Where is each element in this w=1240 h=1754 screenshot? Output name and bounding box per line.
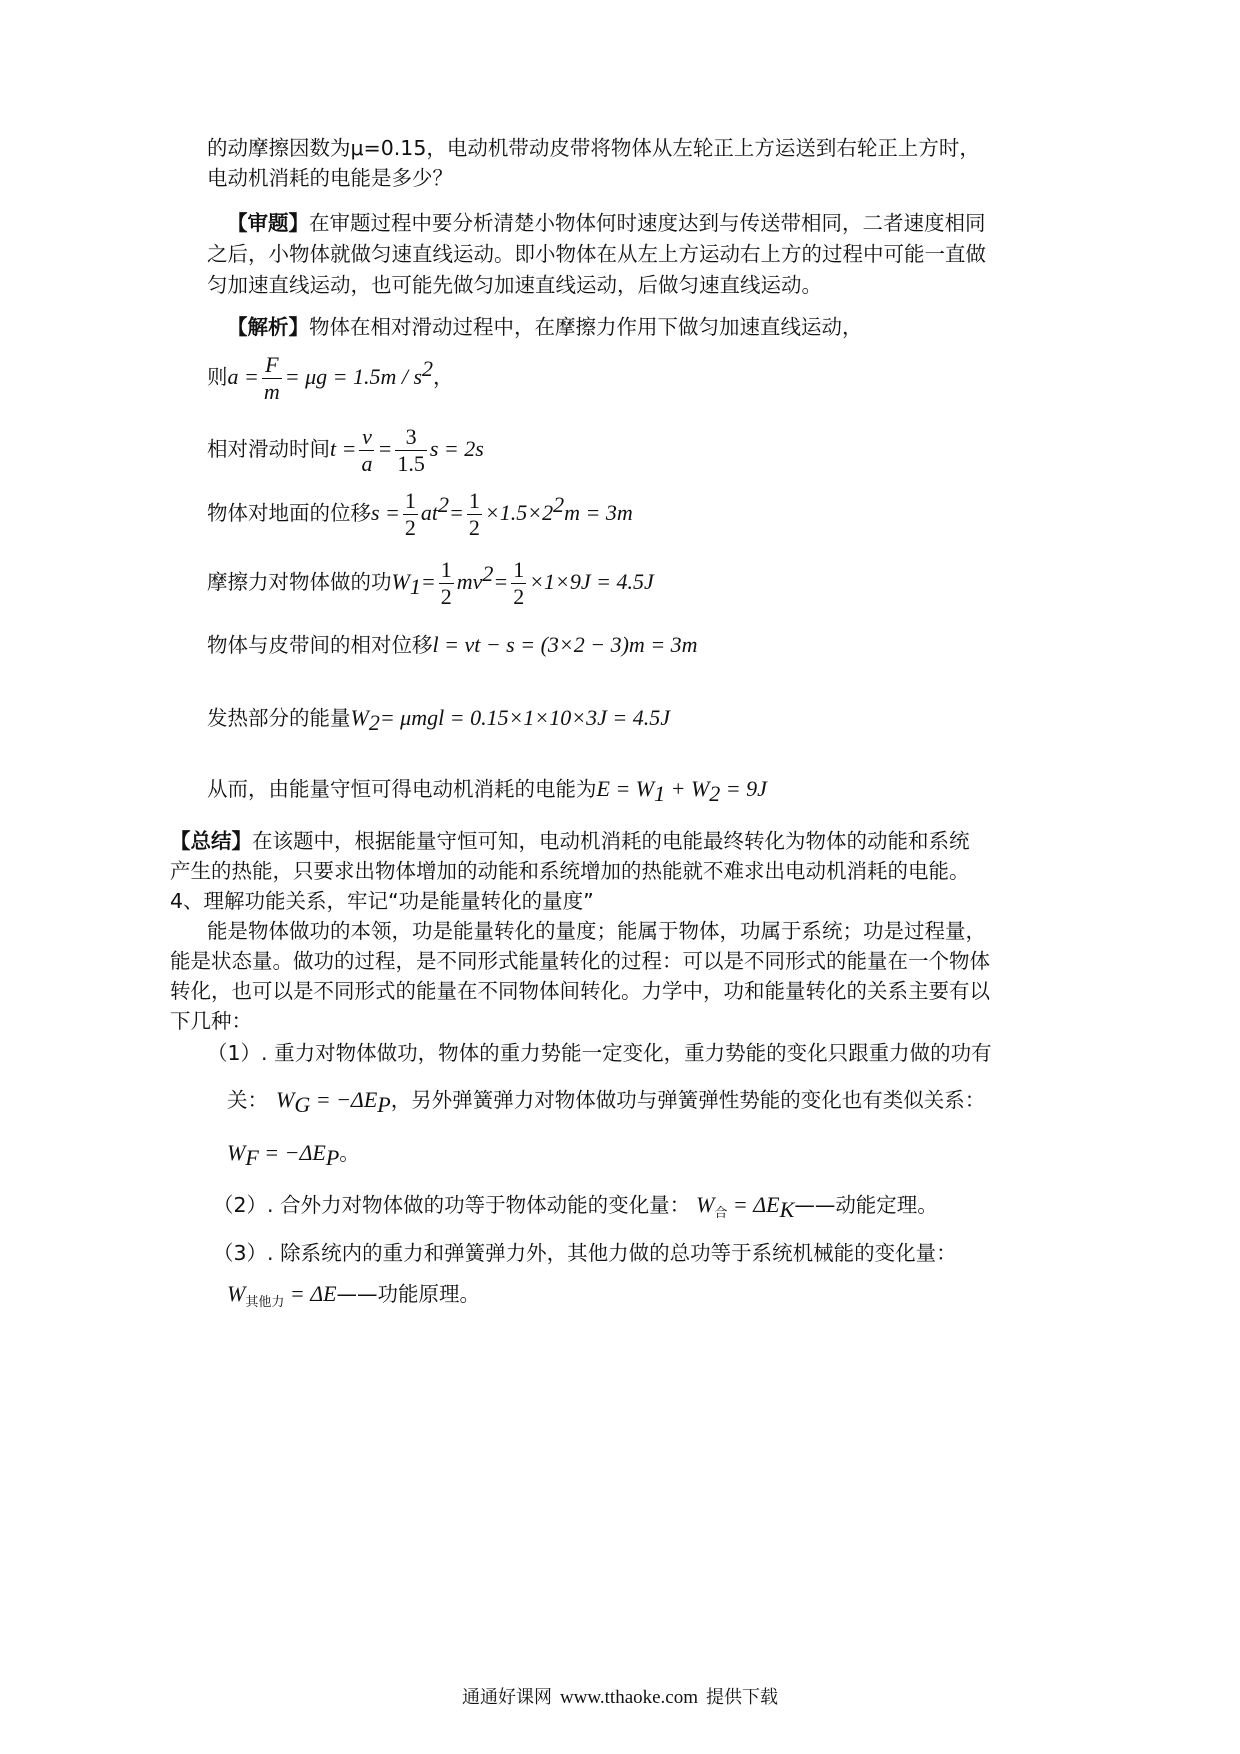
eq-a-fraction — [262, 352, 282, 405]
eq-w2-label: 发热部分的能量 — [207, 706, 351, 730]
item-3-formula-rhs: = ΔE — [284, 1281, 337, 1306]
eq-t-num-2: 3 — [395, 424, 427, 451]
eq-w1-num-1: 1 — [440, 556, 452, 582]
eq-t-num-1: v — [359, 424, 374, 451]
eq-t-rhs: s = 2s — [429, 436, 484, 461]
footer-site-name: 通通好课网 — [461, 1687, 552, 1708]
item-1-formula2-rhs: = −ΔE — [258, 1140, 326, 1165]
eq-s-rhs: m = 3m — [564, 500, 633, 525]
item-2-formula-rhs: = ΔE — [727, 1192, 780, 1217]
section-4-para-line-3: 转化，也可以是不同形式的能量在不同物体间转化。力学中，功和能量转化的关系主要有以 — [170, 979, 990, 1003]
shenti-text-1: 在审题过程中要分析清楚小物体何时速度达到与传送带相同，二者速度相同 — [309, 211, 986, 235]
intro-line-2: 电动机消耗的电能是多少？ — [207, 166, 453, 190]
eq-s-mid-2: ×1.5×2 — [484, 500, 554, 525]
item-1-line-1: （1）. 重力对物体做功，物体的重力势能一定变化，重力势能的变化只跟重力做的功有 — [207, 1041, 992, 1065]
section-4-para-line-4: 下几种： — [170, 1009, 252, 1033]
eq-t-lhs: t = — [330, 436, 357, 461]
eq-w1-fraction-2 — [511, 557, 526, 610]
eq-s-sup-2: 2 — [553, 492, 565, 518]
item-1-formula-rsub: P — [377, 1092, 391, 1118]
eq-s-den-1: 2 — [404, 514, 416, 540]
eq-w1-den-2: 2 — [513, 583, 525, 609]
zongjie-tag: 【总结】 — [170, 829, 252, 853]
eq-t-den-2: 1.5 — [397, 450, 425, 476]
eq-w1-mid-1: mv — [456, 569, 483, 594]
shenti-paragraph-line-1 — [227, 209, 986, 237]
eq-s-label: 物体对地面的位移 — [207, 501, 371, 525]
eq-a-num: F — [262, 352, 282, 379]
equation-total-energy — [207, 771, 767, 807]
eq-w1-sup-1: 2 — [482, 561, 494, 587]
eq-a-tail: ， — [433, 365, 454, 389]
eq-w2-rhs: = μmgl = 0.15×1×10×3J = 4.5J — [379, 705, 670, 730]
footer-download-text: 提供下载 — [706, 1687, 779, 1708]
item-1-line-3 — [227, 1135, 360, 1171]
eq-w1-rhs: ×1×9J = 4.5J — [529, 569, 654, 594]
eq-s-num-1: 1 — [404, 487, 416, 513]
item-1-formula-lhs: W — [276, 1087, 295, 1112]
eq-e-lhs: E = W — [596, 776, 655, 801]
eq-e-mid: + W — [665, 776, 710, 801]
eq-s-equals: = — [449, 500, 464, 525]
eq-a-rhs: = μg = 1.5m / s — [284, 364, 423, 389]
eq-a-label: 则 — [207, 365, 228, 389]
eq-s-lhs: s = — [371, 500, 400, 525]
eq-w2-lhs: W — [350, 705, 369, 730]
eq-s-fraction-2 — [467, 488, 482, 541]
zongjie-text-1: 在该题中，根据能量守恒可知，电动机消耗的电能最终转化为物体的动能和系统 — [252, 829, 970, 853]
eq-w1-den-1: 2 — [440, 583, 452, 609]
item-3-formula-sub: 其他力 — [245, 1295, 285, 1311]
eq-a-den: m — [263, 378, 280, 404]
eq-w2-sub: 2 — [368, 710, 380, 736]
section-4-para-line-2: 能是状态量。做功的过程，是不同形式能量转化的过程：可以是不同形式的能量在一个物体 — [170, 949, 990, 973]
equation-acceleration — [207, 351, 454, 405]
item-1-formula2-rsub: P — [325, 1145, 340, 1171]
item-1-formula-sub: G — [294, 1092, 311, 1118]
section-4-heading: 4、理解功能关系，牢记“功是能量转化的量度” — [170, 889, 594, 913]
item-2-formula-rsub: K — [779, 1197, 795, 1223]
item-1-formula2-lhs: W — [227, 1140, 246, 1165]
zongjie-line-2: 产生的热能，只要求出物体增加的动能和系统增加的热能就不难求出电动机消耗的电能。 — [170, 859, 970, 883]
eq-a-lhs: a = — [227, 364, 259, 389]
page-footer — [0, 1683, 1240, 1709]
eq-e-label: 从而，由能量守恒可得电动机消耗的电能为 — [207, 777, 597, 801]
eq-s-den-2: 2 — [468, 514, 480, 540]
jiexi-paragraph — [227, 313, 863, 341]
item-1-formula2-sub: F — [245, 1145, 259, 1171]
equation-work-friction — [207, 556, 654, 610]
eq-w1-equals-0: = — [420, 569, 436, 594]
eq-w1-label: 摩擦力对物体做的功 — [207, 570, 392, 594]
eq-w1-sub: 1 — [409, 574, 421, 600]
footer-url[interactable]: www.tthaoke.com — [559, 1687, 699, 1708]
item-2-formula-sub: 合 — [714, 1206, 728, 1222]
eq-l-expr: l = vt − s = (3×2 − 3)m = 3m — [432, 632, 698, 657]
eq-s-sup-1: 2 — [438, 492, 450, 518]
item-1-pre: 关： — [227, 1088, 268, 1112]
item-3-line-1: （3）. 除系统内的重力和弹簧弹力外，其他力做的总功等于系统机械能的变化量： — [213, 1241, 957, 1265]
zongjie-paragraph-line-1 — [170, 827, 970, 855]
item-1-formula-rhs: = −ΔE — [310, 1087, 378, 1112]
intro-line-1: 的动摩擦因数为μ=0.15，电动机带动皮带将物体从左轮正上方运送到右轮正上方时， — [207, 136, 980, 160]
eq-t-den-1: a — [361, 450, 373, 476]
shenti-line-2: 之后，小物体就做匀速直线运动。即小物体在从左上方运动右上方的过程中可能一直做 — [207, 242, 986, 266]
jiexi-text: 物体在相对滑动过程中，在摩擦力作用下做匀加速直线运动， — [309, 315, 863, 339]
equation-displacement — [207, 487, 633, 541]
item-2-post: ——动能定理。 — [794, 1193, 938, 1217]
shenti-tag: 【审题】 — [227, 211, 309, 235]
eq-w1-fraction-1 — [439, 557, 454, 610]
eq-t-label: 相对滑动时间 — [207, 437, 330, 461]
eq-s-mid-1: at — [420, 500, 439, 525]
section-4-para-line-1: 能是物体做功的本领，功是能量转化的量度；能属于物体，功属于系统；功是过程量， — [207, 919, 986, 943]
eq-s-num-2: 1 — [468, 487, 480, 513]
jiexi-tag: 【解析】 — [227, 315, 309, 339]
eq-w1-equals: = — [493, 569, 509, 594]
item-1-line-2 — [227, 1082, 985, 1118]
item-1-post: ，另外弹簧弹力对物体做功与弹簧弹性势能的变化也有类似关系： — [390, 1088, 986, 1112]
equation-relative-displacement — [207, 627, 698, 663]
eq-t-fraction-2 — [395, 424, 427, 477]
eq-l-label: 物体与皮带间的相对位移 — [207, 633, 433, 657]
eq-s-fraction-1 — [403, 488, 418, 541]
item-3-post: ——功能原理。 — [336, 1282, 481, 1306]
equation-time — [207, 423, 484, 477]
eq-t-equals: = — [377, 436, 393, 461]
shenti-line-3: 匀加速直线运动，也可能先做匀加速直线运动，后做匀速直线运动。 — [207, 273, 822, 297]
eq-t-fraction-1 — [359, 424, 374, 477]
item-2-line — [213, 1187, 938, 1223]
eq-e-sub-1: 1 — [654, 781, 666, 807]
item-3-line-2 — [227, 1276, 480, 1312]
item-2-pre: （2）. 合外力对物体做的功等于物体动能的变化量： — [213, 1193, 691, 1217]
eq-w1-num-2: 1 — [513, 556, 525, 582]
item-2-formula-lhs: W — [696, 1192, 715, 1217]
eq-a-sup: 2 — [422, 356, 434, 382]
item-1-formula2-tail: 。 — [339, 1141, 360, 1165]
eq-e-sub-2: 2 — [709, 781, 721, 807]
equation-heat-energy — [207, 700, 670, 736]
item-3-formula-lhs: W — [227, 1281, 246, 1306]
eq-w1-lhs: W — [391, 569, 410, 594]
eq-e-rhs: = 9J — [720, 776, 767, 801]
